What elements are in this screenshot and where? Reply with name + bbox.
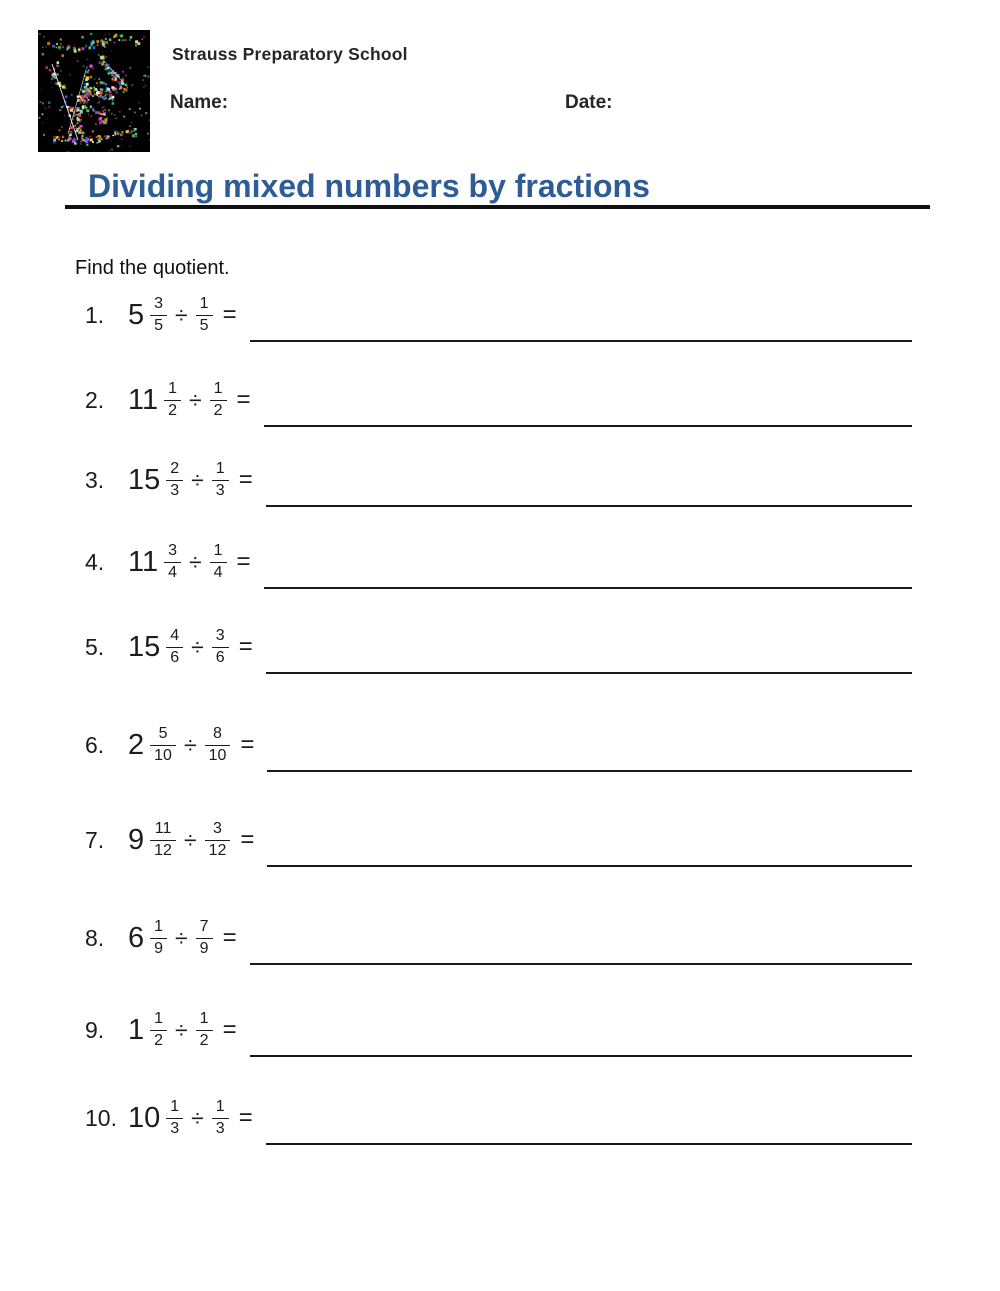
fraction-denominator: 10	[154, 747, 172, 764]
mixed-number-whole: 15	[128, 630, 161, 663]
fraction-numerator: 1	[212, 460, 229, 481]
problem-expression	[128, 380, 251, 420]
fraction-denominator: 3	[170, 1120, 180, 1137]
equals-sign: =	[236, 386, 251, 413]
divide-sign: ÷	[175, 301, 188, 328]
fraction-numerator: 3	[150, 295, 167, 316]
fraction-numerator: 7	[196, 918, 213, 939]
fraction-numerator: 11	[150, 820, 176, 841]
fraction-numerator: 1	[166, 1098, 183, 1119]
dividend-fraction	[150, 725, 176, 765]
divisor-fraction	[205, 820, 231, 860]
answer-blank-1[interactable]	[250, 340, 912, 342]
problem-number: 9.	[85, 1016, 105, 1043]
equals-sign: =	[238, 466, 253, 493]
fraction-denominator: 10	[208, 747, 227, 764]
dividend-fraction	[166, 460, 183, 500]
problem-expression	[128, 295, 237, 335]
fraction-numerator: 5	[150, 725, 176, 746]
answer-blank-10[interactable]	[266, 1143, 912, 1145]
mixed-number-whole: 1	[128, 1013, 145, 1046]
problem-expression	[128, 918, 237, 958]
divide-sign: ÷	[183, 826, 197, 853]
equals-sign: =	[222, 1016, 237, 1043]
dividend-fraction	[150, 295, 167, 335]
divisor-fraction	[196, 1010, 213, 1050]
fraction-denominator: 4	[168, 564, 178, 581]
answer-blank-6[interactable]	[267, 770, 912, 772]
divisor-fraction	[210, 380, 227, 420]
fraction-numerator: 2	[166, 460, 183, 481]
equals-sign: =	[222, 301, 237, 328]
dividend-fraction	[164, 542, 181, 582]
mixed-number-whole: 11	[128, 383, 159, 416]
fraction-numerator: 1	[196, 295, 213, 316]
problem-row-8	[85, 910, 912, 966]
problem-number: 2.	[85, 386, 105, 413]
problem-row-5	[85, 619, 912, 675]
problem-number: 6.	[85, 731, 105, 758]
answer-blank-3[interactable]	[266, 505, 912, 507]
divide-sign: ÷	[175, 1016, 188, 1043]
fraction-numerator: 3	[205, 820, 231, 841]
dividend-fraction	[164, 380, 181, 420]
problem-row-4	[85, 534, 912, 590]
divisor-fraction	[212, 1098, 229, 1138]
problem-number: 5.	[85, 633, 105, 660]
fraction-numerator: 1	[212, 1098, 229, 1119]
fraction-numerator: 1	[196, 1010, 213, 1031]
mixed-number-whole: 6	[128, 921, 145, 954]
fraction-numerator: 3	[164, 542, 181, 563]
divisor-fraction	[196, 918, 213, 958]
fraction-denominator: 9	[154, 940, 164, 957]
problem-row-10	[85, 1090, 912, 1146]
fraction-denominator: 3	[215, 482, 225, 499]
instructions-text: Find the quotient.	[75, 257, 230, 279]
equals-sign: =	[238, 633, 253, 660]
divide-sign: ÷	[189, 548, 202, 575]
fraction-numerator: 1	[210, 380, 227, 401]
fraction-denominator: 12	[154, 842, 172, 859]
problem-number: 7.	[85, 826, 105, 853]
problem-row-3	[85, 452, 912, 508]
fraction-numerator: 1	[150, 1010, 167, 1031]
divisor-fraction	[212, 460, 229, 500]
dividend-fraction	[150, 820, 176, 860]
fraction-denominator: 3	[215, 1120, 225, 1137]
problem-row-2	[85, 372, 912, 428]
fraction-denominator: 2	[199, 1032, 209, 1049]
divisor-fraction	[212, 627, 229, 667]
fraction-denominator: 12	[208, 842, 227, 859]
problem-expression	[128, 725, 254, 765]
equals-sign: =	[240, 731, 255, 758]
divisor-fraction	[196, 295, 213, 335]
date-field-label: Date:	[565, 92, 613, 113]
name-field-label: Name:	[170, 92, 229, 113]
fraction-numerator: 4	[166, 627, 183, 648]
fraction-denominator: 3	[170, 482, 180, 499]
fraction-denominator: 9	[199, 940, 209, 957]
divide-sign: ÷	[175, 924, 188, 951]
divide-sign: ÷	[183, 731, 197, 758]
worksheet-title: Dividing mixed numbers by fractions	[88, 168, 650, 204]
mixed-number-whole: 11	[128, 545, 159, 578]
divide-sign: ÷	[191, 1104, 204, 1131]
fraction-denominator: 5	[199, 317, 209, 334]
problem-number: 8.	[85, 924, 105, 951]
dividend-fraction	[150, 1010, 167, 1050]
fraction-numerator: 1	[210, 542, 227, 563]
mixed-number-whole: 5	[128, 298, 145, 331]
problem-row-7	[85, 812, 912, 868]
dividend-fraction	[166, 627, 183, 667]
problem-number: 1.	[85, 301, 105, 328]
problem-number: 3.	[85, 466, 105, 493]
school-name: Strauss Preparatory School	[172, 44, 408, 64]
fraction-denominator: 2	[213, 402, 223, 419]
fraction-denominator: 5	[154, 317, 164, 334]
answer-blank-8[interactable]	[250, 963, 912, 965]
mixed-number-whole: 10	[128, 1101, 161, 1134]
mixed-number-whole: 9	[128, 823, 145, 856]
fraction-denominator: 6	[215, 649, 225, 666]
mixed-number-whole: 15	[128, 463, 161, 496]
fraction-numerator: 8	[205, 725, 231, 746]
mixed-number-whole: 2	[128, 728, 145, 761]
problem-expression	[128, 542, 251, 582]
equals-sign: =	[236, 548, 251, 575]
fraction-denominator: 2	[168, 402, 178, 419]
divisor-fraction	[205, 725, 231, 765]
answer-blank-4[interactable]	[264, 587, 912, 589]
answer-blank-9[interactable]	[250, 1055, 912, 1057]
problem-expression	[128, 820, 254, 860]
problem-number: 4.	[85, 548, 105, 575]
equals-sign: =	[240, 826, 255, 853]
problem-expression	[128, 1010, 237, 1050]
answer-blank-7[interactable]	[267, 865, 912, 867]
problem-expression	[128, 627, 253, 667]
dividend-fraction	[150, 918, 167, 958]
problem-row-1	[85, 287, 912, 343]
equals-sign: =	[238, 1104, 253, 1131]
answer-blank-2[interactable]	[264, 425, 912, 427]
dividend-fraction	[166, 1098, 183, 1138]
problem-expression	[128, 460, 253, 500]
divide-sign: ÷	[191, 466, 204, 493]
fraction-numerator: 1	[150, 918, 167, 939]
fraction-numerator: 1	[164, 380, 181, 401]
fraction-denominator: 4	[213, 564, 223, 581]
problem-expression	[128, 1098, 253, 1138]
equals-sign: =	[222, 924, 237, 951]
divisor-fraction	[210, 542, 227, 582]
fraction-denominator: 2	[154, 1032, 164, 1049]
answer-blank-5[interactable]	[266, 672, 912, 674]
problem-row-9	[85, 1002, 912, 1058]
fraction-numerator: 3	[212, 627, 229, 648]
fraction-denominator: 6	[170, 649, 180, 666]
problem-number: 10.	[85, 1104, 117, 1131]
problem-row-6	[85, 717, 912, 773]
divide-sign: ÷	[189, 386, 202, 413]
divide-sign: ÷	[191, 633, 204, 660]
